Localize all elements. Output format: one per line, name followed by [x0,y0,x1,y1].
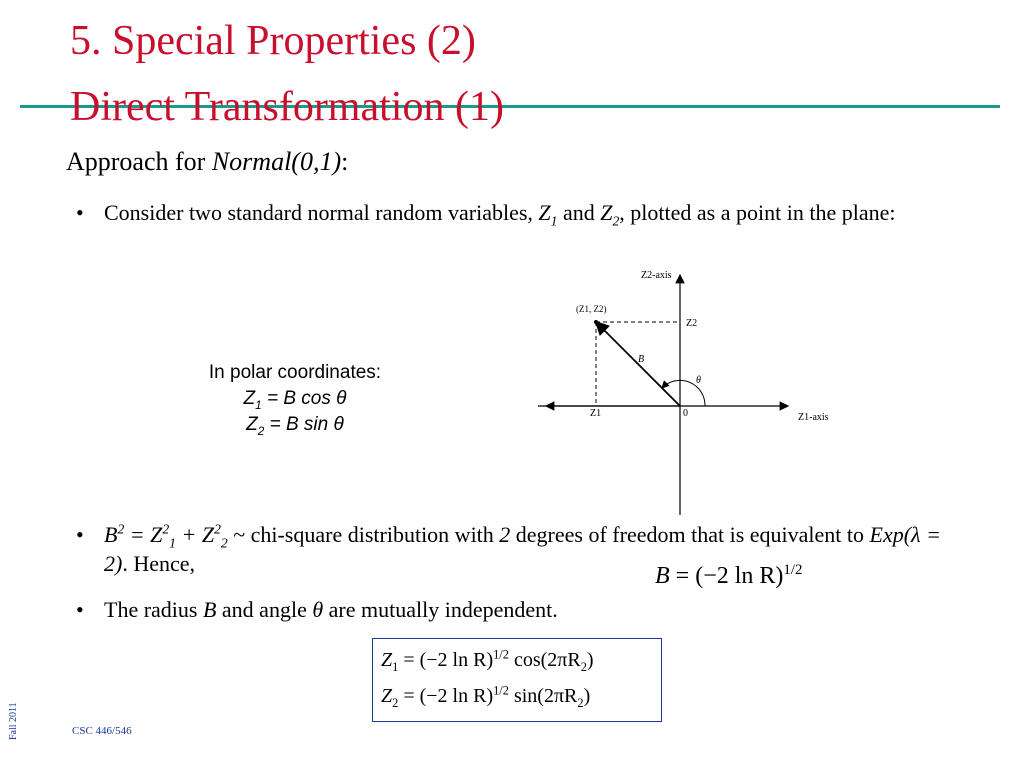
bullet-dot: • [76,597,84,622]
bullet-dot: • [76,522,84,547]
approach-emph: Normal(0,1) [211,147,342,176]
polar-eq-z2: $Z_2 = B$ sin θ [246,414,344,438]
z2-tick-label: Z2 [686,318,698,329]
radius-label: B [638,354,645,365]
equation-box [372,638,662,722]
dof-value: 2 [499,522,511,547]
footer-term: Fall 2011 [8,702,19,740]
bullet-2-rest3: . Hence, [122,551,196,576]
origin-label: 0 [683,408,688,419]
b-squared: $B^2 = Z^2_1 + Z^2_2$ [104,521,228,551]
polar-heading: In polar coordinates: [208,362,382,383]
bullet-1-part1: Consider two standard normal random variables, [104,200,539,225]
slide-title-line1: 5. Special Properties (2) [70,18,476,64]
bullet-1-and: and [557,200,601,225]
angle-label: θ [696,375,701,386]
approach-heading [66,147,348,177]
footer-course: CSC 446/546 [72,725,132,737]
point-marker [594,320,598,324]
z2-symbol: $Z_2$ [600,200,620,229]
equation-z2: $Z_2 = (-2$ ln R)$^{1/2}$ $\sin(2\pi R_2)$ [381,683,591,710]
bullet-3-text: The radius B and angle θ are mutually independent. [104,597,558,622]
slide-title-line2: Direct Transformation (1) [70,84,504,130]
bullet-dot: • [76,200,84,225]
polar-coordinates-note [150,360,440,438]
b-formula: B = (−2 ln R)$^{1/2}$ [655,562,803,589]
bullet-1-text [104,198,964,227]
polar-eq-z1: $Z_1 = B$ cos θ [243,388,347,412]
polar-diagram [538,265,838,515]
bullet-2-text [104,520,964,578]
bullet-2-rest2: degrees of freedom that is equivalent to [510,522,870,547]
approach-suffix: : [341,147,349,176]
approach-prefix: Approach for [66,147,212,176]
z1-symbol: $Z_1$ [538,200,558,229]
bullet-item-1 [76,198,976,258]
bullet-1-part2: , plotted as a point in the plane: [619,200,896,225]
bullet-item-3 [76,595,976,625]
equation-z1: $Z_1 = (-2$ ln R)$^{1/2}$ $\cos(2\pi R_2)$ [381,647,594,674]
bullet-2-rest1: ~ chi-square distribution with [227,522,500,547]
z1-tick-label: Z1 [590,408,602,419]
y-axis-label: Z2-axis [641,270,672,281]
point-label: (Z1, Z2) [576,304,607,314]
exp-distribution: Exp(λ = 2) [104,522,941,576]
x-axis-label: Z1-axis [798,412,829,423]
bullet-item-2 [76,520,976,580]
